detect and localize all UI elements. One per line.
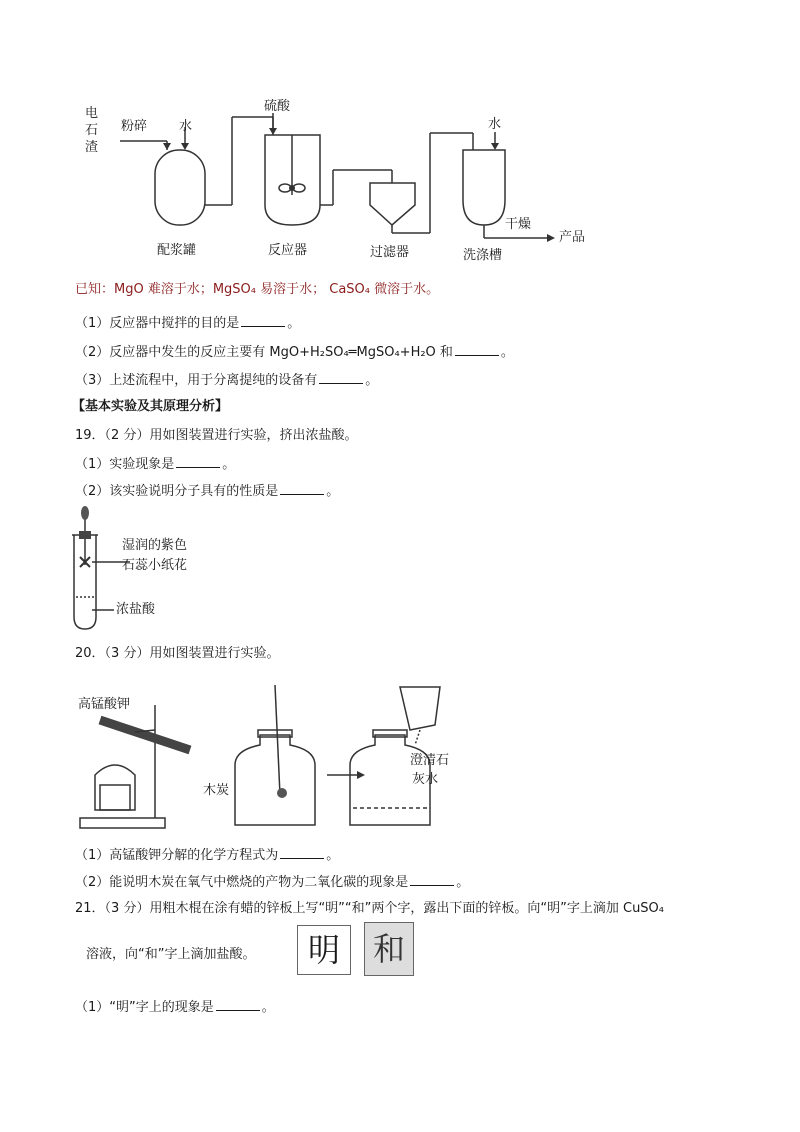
- q20-figure: [75, 675, 475, 835]
- reactor-label: 反应器: [268, 243, 308, 258]
- q20-part2: （2）能说明木炭在氧气中燃烧的产物为二氧化碳的现象是 。: [75, 875, 470, 890]
- process-flow-diagram: [85, 95, 605, 270]
- ming-char: 明: [307, 931, 340, 969]
- section-heading: 【基本实验及其原理分析】: [72, 399, 229, 414]
- water-label-1: 水: [179, 119, 193, 134]
- litmus-flower-label-a: 湿润的紫色: [122, 538, 188, 553]
- water-label-2: 水: [488, 117, 502, 132]
- product-label: 产品: [559, 230, 586, 245]
- kmno4-label: 高锰酸钾: [78, 697, 131, 712]
- filter-label: 过滤器: [370, 245, 410, 260]
- acid-label: 硫酸: [264, 99, 291, 114]
- charcoal-label: 木炭: [203, 783, 230, 798]
- limewater-label-a: 澄清石: [410, 753, 450, 768]
- q19-title: 19．（2 分）用如图装置进行实验，挤出浓盐酸。: [75, 428, 358, 443]
- q20-title: 20．（3 分）用如图装置进行实验。: [75, 646, 280, 661]
- q18-part3: （3）上述流程中，用于分离提纯的设备有 。: [75, 373, 379, 388]
- slurry-tank-label: 配浆罐: [157, 243, 197, 258]
- he-char-image: [364, 922, 414, 976]
- raw-material-label: 电 石 渣: [85, 106, 99, 155]
- q21-title: 21．（3 分）用粗木棍在涂有蜡的锌板上写“明”“和”两个字，露出下面的锌板。向“明”字上滴加 CuSO₄: [75, 901, 664, 916]
- ming-char-image: [297, 925, 351, 975]
- q18-part2: （2）反应器中发生的反应主要有 MgO+H₂SO₄═MgSO₄+H₂O 和 。: [75, 345, 514, 360]
- known-info: 已知：MgO 难溶于水；MgSO₄ 易溶于水； CaSO₄ 微溶于水。: [75, 282, 440, 297]
- limewater-label-b: 灰水: [412, 772, 439, 787]
- he-char: 和: [372, 930, 405, 968]
- q21-continuation: 溶液，向“和”字上滴加盐酸。: [86, 947, 256, 962]
- q20-part1: （1）高锰酸钾分解的化学方程式为 。: [75, 848, 340, 863]
- q18-part1: （1）反应器中搅拌的目的是 。: [75, 316, 301, 331]
- crush-label: 粉碎: [121, 119, 148, 134]
- q19-figure: [70, 505, 210, 635]
- washing-tank-label: 洗涤槽: [463, 248, 503, 263]
- conc-hcl-label: 浓盐酸: [116, 602, 156, 617]
- dry-label: 干燥: [505, 217, 532, 232]
- litmus-flower-label-b: 石蕊小纸花: [122, 558, 188, 573]
- q21-part1: （1）“明”字上的现象是 。: [75, 1000, 275, 1015]
- q19-part2: （2）该实验说明分子具有的性质是 。: [75, 484, 340, 499]
- q19-part1: （1）实验现象是 。: [75, 457, 236, 472]
